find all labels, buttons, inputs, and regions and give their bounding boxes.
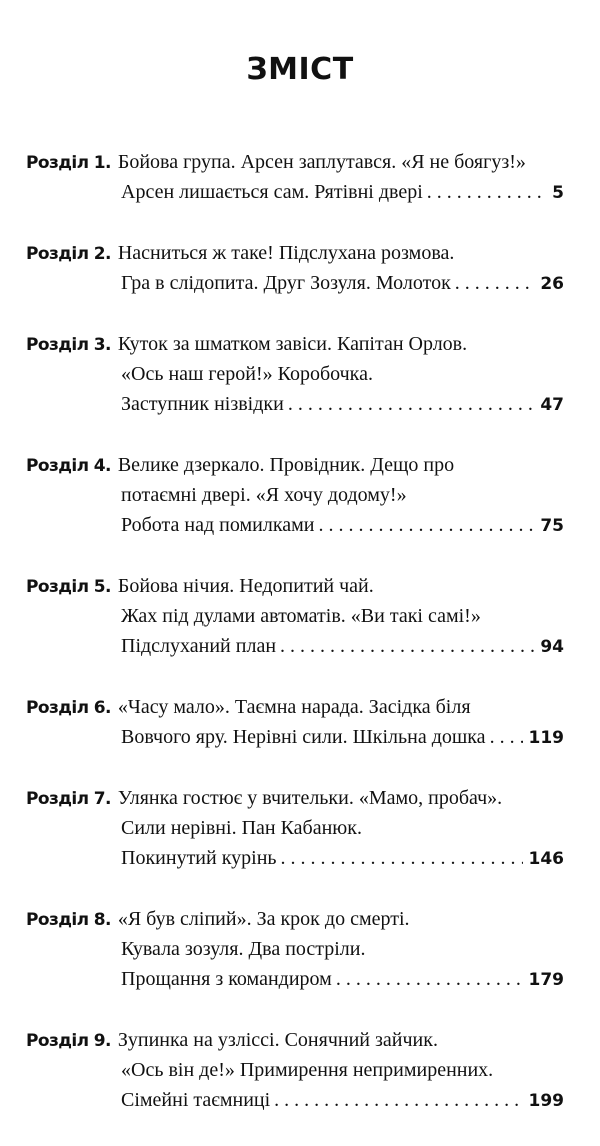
toc-entry <box>26 238 564 298</box>
toc-entry-line <box>26 177 564 207</box>
chapter-description: Насниться ж таке! Підслухана розмова. <box>117 242 455 264</box>
toc-entry-line <box>26 359 564 389</box>
toc-entry-line <box>26 813 564 843</box>
chapter-description: Сімейні таємниці <box>121 1089 271 1111</box>
dot-leader <box>318 510 534 540</box>
chapter-description: Зупинка на узліссі. Сонячний зайчик. <box>117 1029 438 1051</box>
toc-entry-line <box>26 147 564 177</box>
page-number: 146 <box>528 849 564 869</box>
toc-entry-line <box>26 480 564 510</box>
page-number: 75 <box>540 516 564 536</box>
chapter-description: Улянка гостює у вчительки. «Мамо, пробач». <box>117 787 503 809</box>
dot-leader <box>274 1085 522 1115</box>
chapter-description: Арсен лишається сам. Рятівні двері <box>121 181 423 203</box>
page-title: ЗМІСТ <box>246 52 354 87</box>
chapter-description: Підслуханий план <box>121 635 277 657</box>
chapter-label: Розділ 8. <box>26 910 111 930</box>
chapter-label: Розділ 9. <box>26 1031 111 1051</box>
toc-entry <box>26 571 564 661</box>
chapter-description: Кувала зозуля. Два постріли. <box>121 938 366 960</box>
page-number: 26 <box>540 274 564 294</box>
dot-leader <box>288 389 534 419</box>
dot-leader <box>427 177 546 207</box>
chapter-description: Вовчого яру. Нерівні сили. Шкільна дошка <box>121 726 486 748</box>
toc-entry-line <box>26 268 564 298</box>
chapter-description: «Ось він де!» Примирення непримиренних. <box>121 1059 494 1081</box>
toc-entry-line <box>26 510 564 540</box>
chapter-description: Куток за шматком завіси. Капітан Орлов. <box>117 333 468 355</box>
toc-entry <box>26 904 564 994</box>
toc-entry-line <box>26 783 564 813</box>
page-number: 119 <box>528 728 564 748</box>
page-number: 179 <box>528 970 564 990</box>
toc-entry-line <box>26 904 564 934</box>
page-number: 199 <box>528 1091 564 1111</box>
chapter-description: Заступник нізвідки <box>121 393 284 415</box>
chapter-label: Розділ 4. <box>26 456 111 476</box>
chapter-label: Розділ 3. <box>26 335 111 355</box>
chapter-description: Велике дзеркало. Провідник. Дещо про <box>117 454 455 476</box>
chapter-description: Жах під дулами автоматів. «Ви такі самі!» <box>121 605 481 627</box>
page-number: 5 <box>552 183 564 203</box>
chapter-description: «Ось наш герой!» Коробочка. <box>121 363 373 385</box>
toc-entry-line <box>26 631 564 661</box>
chapter-description: Сили нерівні. Пан Кабанюк. <box>121 817 362 839</box>
toc-entry-line <box>26 601 564 631</box>
chapter-label: Розділ 6. <box>26 698 111 718</box>
toc-entry-line <box>26 1055 564 1085</box>
toc-entry <box>26 692 564 752</box>
chapter-description: Бойова група. Арсен заплутався. «Я не боягуз!» <box>117 151 526 173</box>
toc-entry-line <box>26 450 564 480</box>
toc-entry-line <box>26 934 564 964</box>
toc-entry <box>26 329 564 419</box>
toc-entry <box>26 147 564 207</box>
toc-entry-line <box>26 1025 564 1055</box>
chapter-description: Покинутий курінь <box>121 847 277 869</box>
page-number: 47 <box>540 395 564 415</box>
dot-leader <box>336 964 523 994</box>
toc-entry-line <box>26 571 564 601</box>
toc-entry-line <box>26 843 564 873</box>
toc-entry-line <box>26 1085 564 1115</box>
toc-entry-line <box>26 964 564 994</box>
chapter-description: Бойова нічия. Недопитий чай. <box>117 575 374 597</box>
toc-entry-line <box>26 238 564 268</box>
chapter-description: «Я був сліпий». За крок до смерті. <box>117 908 410 930</box>
chapter-label: Розділ 1. <box>26 153 111 173</box>
chapter-label: Розділ 2. <box>26 244 111 264</box>
toc-entry-line <box>26 329 564 359</box>
toc-entry-line <box>26 692 564 722</box>
dot-leader <box>490 722 523 752</box>
table-of-contents <box>26 147 564 1146</box>
toc-entry-line <box>26 722 564 752</box>
chapter-description: Робота над помилками <box>121 514 315 536</box>
dot-leader <box>455 268 535 298</box>
dot-leader <box>281 843 523 873</box>
toc-entry-line <box>26 389 564 419</box>
chapter-description: «Часу мало». Таємна нарада. Засідка біля <box>117 696 471 718</box>
chapter-label: Розділ 7. <box>26 789 111 809</box>
toc-entry <box>26 1025 564 1115</box>
chapter-description: потаємні двері. «Я хочу додому!» <box>121 484 407 506</box>
chapter-description: Гра в слідопита. Друг Зозуля. Молоток <box>121 272 451 294</box>
toc-entry <box>26 783 564 873</box>
chapter-label: Розділ 5. <box>26 577 111 597</box>
dot-leader <box>280 631 534 661</box>
page-number: 94 <box>540 637 564 657</box>
chapter-description: Прощання з командиром <box>121 968 332 990</box>
toc-entry <box>26 450 564 540</box>
